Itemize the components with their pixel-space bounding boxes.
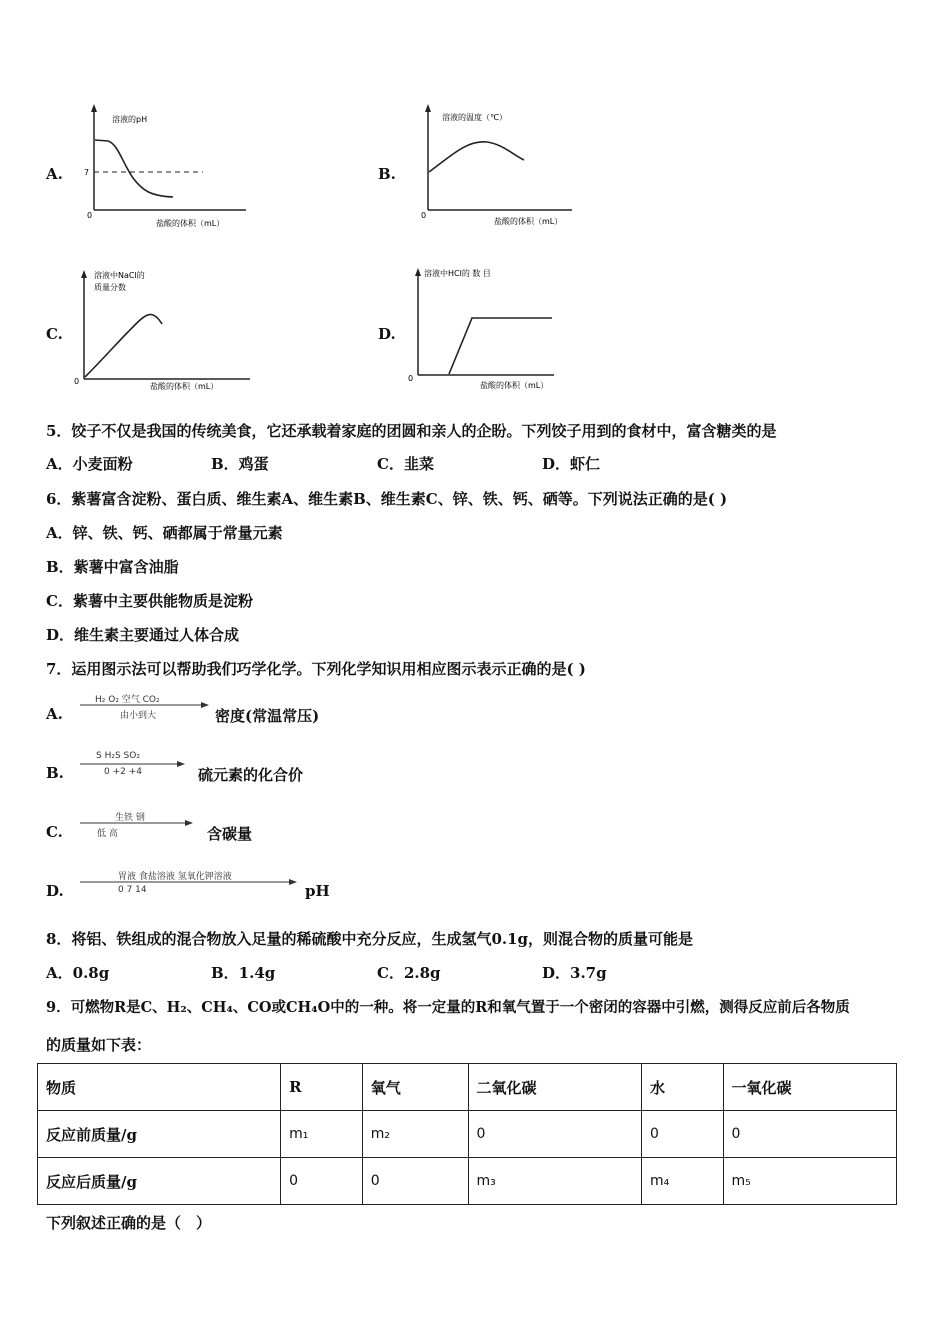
table-header-cell: 一氧化碳: [723, 1064, 896, 1111]
graph-c-ylabel-1: 溶液中NaCl的: [94, 271, 145, 280]
graph-d-y-arrow: [415, 268, 421, 276]
table-header-cell: 物质: [38, 1064, 281, 1111]
q7-c-bottom: 低 高: [97, 829, 118, 839]
graph-d-curve: [449, 318, 552, 374]
q8-stem: 8．将铝、铁组成的混合物放入足量的稀硫酸中充分反应，生成氢气0.1g，则混合物的质量可能是: [46, 930, 694, 948]
graph-d: [404, 262, 594, 397]
q5-stem: 5．饺子不仅是我国的传统美食，它还承载着家庭的团圆和亲人的企盼。下列饺子用到的食材中，富含糖类的是: [46, 422, 777, 440]
q5-option-d: D．虾仁: [542, 455, 601, 473]
table-cell: m₂: [362, 1111, 468, 1158]
table-cell: m₃: [468, 1158, 641, 1205]
table-cell: m₄: [641, 1158, 723, 1205]
q8-option-c: C．2.8g: [377, 964, 441, 982]
graph-a: [78, 100, 258, 230]
q7-c-top: 生铁 钢: [115, 813, 145, 823]
graph-c-curve: [85, 314, 162, 377]
table-cell: m₅: [723, 1158, 896, 1205]
graph-c-origin: 0: [74, 377, 80, 386]
graph-b-curve: [429, 142, 524, 172]
q6-option-d: D．维生素主要通过人体合成: [46, 626, 240, 644]
q7-a-top: H₂ O₂ 空气 CO₂: [95, 695, 160, 705]
q7-d-top: 胃液 食盐溶液 氢氧化钾溶液: [118, 872, 232, 882]
graph-b-origin: 0: [421, 211, 427, 220]
q7-b-top: S H₂S SO₂: [96, 751, 140, 761]
q7-d-letter: D.: [46, 882, 64, 900]
q5-option-a: A．小麦面粉: [46, 455, 133, 473]
q7-b-bottom: 0 +2 +4: [104, 767, 142, 777]
graph-a-curve: [95, 140, 173, 197]
graph-a-ylabel: 溶液的pH: [112, 115, 148, 124]
graph-c-xlabel: 盐酸的体积（mL）: [150, 382, 219, 391]
graph-a-y-arrow: [91, 104, 97, 112]
graph-a-origin: 0: [87, 211, 93, 220]
q8-option-d: D．3.7g: [542, 964, 607, 982]
q8-option-a: A．0.8g: [46, 964, 110, 982]
q7-b-letter: B.: [46, 764, 64, 782]
table-cell: 0: [468, 1111, 641, 1158]
graph-b: [412, 100, 592, 230]
q9-question: 下列叙述正确的是（ ）: [46, 1214, 212, 1232]
graph-a-xlabel: 盐酸的体积（mL）: [156, 219, 225, 228]
q7-a-label: 密度(常温常压): [215, 707, 320, 725]
q9-stem-line-2: 的质量如下表：: [46, 1036, 152, 1054]
q9-stem-line-1: 9．可燃物R是C、H₂、CH₄、CO或CH₄O中的一种。将一定量的R和氧气置于一个密闭的容器中引燃，测得反应前后各物质: [46, 999, 850, 1016]
table-cell: 0: [641, 1111, 723, 1158]
table-row: [38, 1111, 897, 1158]
q5-option-c: C．韭菜: [377, 455, 434, 473]
q5-option-b: B．鸡蛋: [211, 455, 269, 473]
table-row: [38, 1158, 897, 1205]
q7-c-label: 含碳量: [207, 825, 253, 843]
table-header-cell: R: [281, 1064, 363, 1111]
q7-stem: 7．运用图示法可以帮助我们巧学化学。下列化学知识用相应图示表示正确的是( ): [46, 660, 586, 678]
q7-c-letter: C.: [46, 823, 63, 841]
q6-option-a: A．锌、铁、钙、硒都属于常量元素: [46, 524, 283, 542]
table-cell: 0: [281, 1158, 363, 1205]
graph-d-origin: 0: [408, 374, 414, 383]
graph-c-ylabel-2: 质量分数: [94, 283, 126, 292]
graph-b-letter: B.: [378, 165, 396, 183]
table-cell: 0: [362, 1158, 468, 1205]
q9-mass-table: [37, 1063, 897, 1205]
graph-b-ylabel: 溶液的温度（℃）: [442, 113, 507, 122]
table-header-cell: 二氧化碳: [468, 1064, 641, 1111]
graph-d-letter: D.: [378, 325, 396, 343]
table-header-row: [38, 1064, 897, 1111]
q8-option-b: B．1.4g: [211, 964, 276, 982]
q7-d-arrow: [80, 877, 300, 887]
table-cell: 反应前质量/g: [38, 1111, 281, 1158]
graph-a-letter: A.: [46, 165, 63, 183]
graph-c-letter: C.: [46, 325, 63, 343]
table-cell: 反应后质量/g: [38, 1158, 281, 1205]
q7-a-bottom: 由小到大: [120, 711, 157, 721]
graph-b-y-arrow: [425, 104, 431, 112]
q7-d-label: pH: [305, 882, 330, 900]
q6-stem: 6．紫薯富含淀粉、蛋白质、维生素A、维生素B、维生素C、锌、铁、钙、硒等。下列说法正确的是( ): [46, 490, 728, 508]
graph-a-tick7: 7: [84, 168, 90, 177]
q7-b-label: 硫元素的化合价: [198, 766, 304, 784]
graph-b-xlabel: 盐酸的体积（mL）: [494, 217, 563, 226]
graph-d-xlabel: 盐酸的体积（mL）: [480, 381, 549, 390]
graph-c: [70, 262, 260, 397]
q7-a-letter: A.: [46, 705, 63, 723]
q6-option-c: C．紫薯中主要供能物质是淀粉: [46, 592, 253, 610]
table-cell: m₁: [281, 1111, 363, 1158]
table-cell: 0: [723, 1111, 896, 1158]
table-header-cell: 氧气: [362, 1064, 468, 1111]
graph-d-ylabel: 溶液中HCl的 数 目: [424, 269, 491, 278]
table-header-cell: 水: [641, 1064, 723, 1111]
q7-d-bottom: 0 7 14: [118, 885, 147, 895]
q6-option-b: B．紫薯中富含油脂: [46, 558, 179, 576]
graph-c-y-arrow: [81, 270, 87, 278]
